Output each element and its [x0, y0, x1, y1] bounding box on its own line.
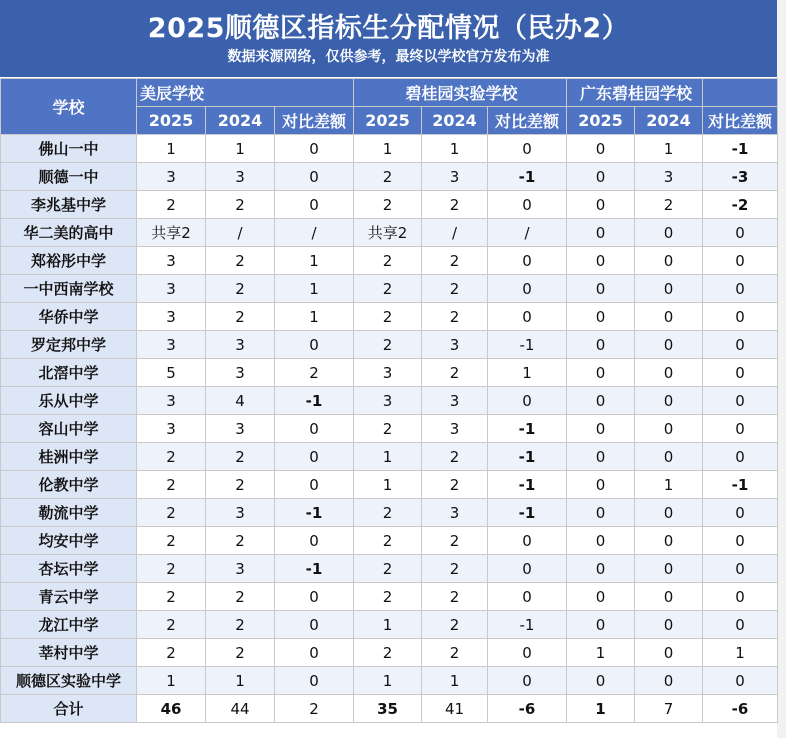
- table-cell: 1: [635, 135, 703, 163]
- table-cell: -3: [703, 163, 778, 191]
- table-cell: 0: [567, 303, 635, 331]
- table-row: [1, 387, 778, 415]
- table-cell: 0: [488, 191, 567, 219]
- table-cell: 2: [354, 555, 422, 583]
- table-cell: 3: [137, 331, 206, 359]
- table-cell: 1: [206, 135, 275, 163]
- table-cell: 2: [354, 415, 422, 443]
- table-cell: 2: [354, 331, 422, 359]
- table-cell: 0: [567, 135, 635, 163]
- table-cell: 2: [422, 303, 488, 331]
- table-cell: 3: [206, 555, 275, 583]
- page-title: 2025顺德区指标生分配情况（民办2）: [147, 13, 630, 44]
- table-cell: 0: [567, 471, 635, 499]
- table-cell: 0: [703, 667, 778, 695]
- table-cell: 3: [206, 415, 275, 443]
- table-cell: 2: [275, 695, 354, 723]
- table-cell: 1: [275, 275, 354, 303]
- table-cell: 3: [137, 303, 206, 331]
- school-name: 华侨中学: [1, 303, 137, 331]
- table-cell: 2: [354, 499, 422, 527]
- table-cell: 2: [422, 443, 488, 471]
- table-cell: -2: [703, 191, 778, 219]
- table-cell: -1: [488, 611, 567, 639]
- table-cell: 1: [354, 443, 422, 471]
- table-row: [1, 331, 778, 359]
- table-cell: 2: [206, 471, 275, 499]
- table-cell: 3: [354, 359, 422, 387]
- table-cell: 0: [635, 583, 703, 611]
- school-name: 杏坛中学: [1, 555, 137, 583]
- table-row: [1, 275, 778, 303]
- table-cell: 2: [422, 471, 488, 499]
- table-cell: 0: [635, 667, 703, 695]
- column-header: 对比差额: [703, 107, 778, 135]
- table-cell: 0: [703, 219, 778, 247]
- table-cell: 0: [635, 275, 703, 303]
- table-cell: /: [422, 219, 488, 247]
- table-cell: 共享2: [354, 219, 422, 247]
- table-cell: -1: [488, 443, 567, 471]
- table-cell: 3: [206, 499, 275, 527]
- school-name: 佛山一中: [1, 135, 137, 163]
- table-cell: 2: [275, 359, 354, 387]
- scroll-edge: [777, 0, 786, 738]
- table-cell: -1: [488, 331, 567, 359]
- table-cell: 3: [137, 415, 206, 443]
- table-cell: 2: [635, 191, 703, 219]
- table-cell: 0: [703, 555, 778, 583]
- table-cell: 2: [206, 527, 275, 555]
- table-cell: 2: [354, 527, 422, 555]
- table-cell: 2: [422, 247, 488, 275]
- table-row: [1, 415, 778, 443]
- table-cell: 0: [635, 499, 703, 527]
- table-cell: 1: [137, 135, 206, 163]
- table-cell: 0: [567, 499, 635, 527]
- table-cell: 0: [275, 527, 354, 555]
- school-name: 均安中学: [1, 527, 137, 555]
- table-cell: 1: [635, 471, 703, 499]
- table-cell: 0: [635, 527, 703, 555]
- column-header: 对比差额: [488, 107, 567, 135]
- table-cell: -1: [703, 471, 778, 499]
- table-cell: /: [275, 219, 354, 247]
- table-cell: 2: [137, 443, 206, 471]
- table-cell: 0: [488, 275, 567, 303]
- table-cell: 0: [703, 331, 778, 359]
- table-cell: 2: [422, 527, 488, 555]
- table-cell: 2: [354, 639, 422, 667]
- table-cell: 2: [422, 555, 488, 583]
- table-cell: 3: [422, 331, 488, 359]
- column-header: 2025: [567, 107, 635, 135]
- table-cell: 2: [206, 611, 275, 639]
- table-cell: 0: [567, 415, 635, 443]
- table-cell: 0: [488, 303, 567, 331]
- table-cell: -1: [275, 387, 354, 415]
- table-cell: /: [206, 219, 275, 247]
- school-name: 桂洲中学: [1, 443, 137, 471]
- table-cell: 1: [275, 247, 354, 275]
- table-cell: 0: [635, 331, 703, 359]
- table-cell: 3: [137, 275, 206, 303]
- table-cell: 0: [703, 611, 778, 639]
- table-cell: 0: [635, 219, 703, 247]
- table-cell: 2: [354, 275, 422, 303]
- table-row: [1, 527, 778, 555]
- table-cell: 0: [275, 415, 354, 443]
- table-cell: 0: [275, 471, 354, 499]
- quota-table: [0, 78, 778, 723]
- table-cell: 2: [206, 583, 275, 611]
- table-cell: 44: [206, 695, 275, 723]
- table-cell: -6: [488, 695, 567, 723]
- table-cell: 0: [275, 667, 354, 695]
- table-cell: -1: [488, 415, 567, 443]
- table-cell: 0: [703, 415, 778, 443]
- school-name: 顺德区实验中学: [1, 667, 137, 695]
- column-header: 2024: [422, 107, 488, 135]
- table-cell: 2: [137, 611, 206, 639]
- table-cell: 2: [206, 443, 275, 471]
- table-row: [1, 163, 778, 191]
- table-cell: 1: [275, 303, 354, 331]
- table-cell: 0: [703, 499, 778, 527]
- page-subtitle: 数据来源网络，仅供参考，最终以学校官方发布为准: [227, 49, 550, 65]
- table-cell: 0: [703, 275, 778, 303]
- school-name: 青云中学: [1, 583, 137, 611]
- table-cell: 3: [422, 499, 488, 527]
- table-cell: 0: [635, 555, 703, 583]
- table-cell: 0: [275, 191, 354, 219]
- school-name: 乐从中学: [1, 387, 137, 415]
- table-cell: 0: [275, 443, 354, 471]
- table-cell: 2: [422, 583, 488, 611]
- table-cell: 1: [567, 695, 635, 723]
- school-name: 合计: [1, 695, 137, 723]
- column-header: 2025: [354, 107, 422, 135]
- table-cell: 2: [137, 639, 206, 667]
- table-cell: 0: [275, 331, 354, 359]
- table-cell: 0: [275, 163, 354, 191]
- table-cell: 35: [354, 695, 422, 723]
- table-cell: 1: [354, 611, 422, 639]
- school-name: 郑裕彤中学: [1, 247, 137, 275]
- table-cell: 0: [635, 611, 703, 639]
- table-cell: 2: [354, 303, 422, 331]
- table-cell: 0: [635, 247, 703, 275]
- table-row: [1, 359, 778, 387]
- table-cell: 1: [354, 471, 422, 499]
- table-cell: 0: [567, 555, 635, 583]
- table-cell: 2: [206, 303, 275, 331]
- table-cell: 1: [422, 135, 488, 163]
- school-name: 华二美的高中: [1, 219, 137, 247]
- table-cell: 0: [488, 639, 567, 667]
- table-row: [1, 499, 778, 527]
- table-cell: 0: [635, 415, 703, 443]
- group-header-meichen: 美辰学校: [137, 79, 354, 107]
- school-name: 伦教中学: [1, 471, 137, 499]
- table-cell: 5: [137, 359, 206, 387]
- table-cell: 3: [354, 387, 422, 415]
- school-name: 顺德一中: [1, 163, 137, 191]
- table-cell: 7: [635, 695, 703, 723]
- table-cell: 1: [488, 359, 567, 387]
- table-cell: 0: [703, 359, 778, 387]
- school-name: 北滘中学: [1, 359, 137, 387]
- table-cell: 1: [422, 667, 488, 695]
- table-cell: 0: [635, 387, 703, 415]
- table-cell: 0: [567, 163, 635, 191]
- table-cell: 1: [354, 135, 422, 163]
- table-cell: 2: [137, 191, 206, 219]
- table-cell: 1: [703, 639, 778, 667]
- table-cell: 0: [635, 443, 703, 471]
- table-cell: 3: [137, 387, 206, 415]
- table-cell: 2: [422, 639, 488, 667]
- table-row: [1, 471, 778, 499]
- table-cell: 0: [488, 247, 567, 275]
- table-cell: 1: [137, 667, 206, 695]
- table-cell: 3: [206, 331, 275, 359]
- table-cell: 0: [635, 359, 703, 387]
- group-header-guangdong-bgy: 广东碧桂园学校: [567, 79, 703, 107]
- table-cell: 2: [422, 275, 488, 303]
- table-cell: 2: [137, 583, 206, 611]
- school-name: 容山中学: [1, 415, 137, 443]
- table-cell: 4: [206, 387, 275, 415]
- table-cell: 0: [488, 667, 567, 695]
- table-row: [1, 219, 778, 247]
- table-cell: 0: [567, 527, 635, 555]
- table-cell: 2: [206, 639, 275, 667]
- table-cell: 0: [567, 611, 635, 639]
- table-cell: 2: [137, 471, 206, 499]
- table-cell: 2: [422, 191, 488, 219]
- table-cell: 2: [354, 583, 422, 611]
- school-name: 莘村中学: [1, 639, 137, 667]
- table-cell: 3: [137, 163, 206, 191]
- table-row: [1, 191, 778, 219]
- table-row: [1, 303, 778, 331]
- column-header: 2025: [137, 107, 206, 135]
- table-cell: 0: [488, 387, 567, 415]
- table-cell: 0: [275, 135, 354, 163]
- table-cell: 0: [567, 667, 635, 695]
- table-cell: 1: [354, 667, 422, 695]
- school-name: 勒流中学: [1, 499, 137, 527]
- school-name: 一中西南学校: [1, 275, 137, 303]
- table-cell: -1: [275, 499, 354, 527]
- table-cell: 0: [567, 247, 635, 275]
- table-row: [1, 555, 778, 583]
- table-cell: -1: [488, 499, 567, 527]
- table-cell: 0: [275, 583, 354, 611]
- school-column-header: 学校: [1, 79, 137, 135]
- table-cell: 0: [703, 247, 778, 275]
- table-cell: 0: [567, 387, 635, 415]
- table-cell: 2: [206, 247, 275, 275]
- table-cell: 0: [567, 359, 635, 387]
- table-cell: 1: [206, 667, 275, 695]
- group-header-bgy-experimental: 碧桂园实验学校: [354, 79, 567, 107]
- table-cell: 3: [137, 247, 206, 275]
- table-cell: 1: [567, 639, 635, 667]
- table-cell: 0: [703, 583, 778, 611]
- table-cell: 0: [567, 331, 635, 359]
- table-cell: 46: [137, 695, 206, 723]
- column-header: 2024: [206, 107, 275, 135]
- table-row: [1, 247, 778, 275]
- table-row: [1, 667, 778, 695]
- table-cell: 0: [488, 135, 567, 163]
- table-cell: 3: [422, 415, 488, 443]
- school-name: 罗定邦中学: [1, 331, 137, 359]
- table-cell: 3: [422, 387, 488, 415]
- table-cell: 0: [703, 387, 778, 415]
- table-cell: 2: [137, 555, 206, 583]
- table-cell: -1: [488, 471, 567, 499]
- table-cell: 2: [422, 611, 488, 639]
- table-cell: 0: [567, 275, 635, 303]
- table-cell: 0: [703, 527, 778, 555]
- table-row: [1, 611, 778, 639]
- school-name: 李兆基中学: [1, 191, 137, 219]
- table-row: [1, 639, 778, 667]
- table-cell: 0: [488, 583, 567, 611]
- table-row: [1, 135, 778, 163]
- table-cell: 41: [422, 695, 488, 723]
- table-cell: 0: [275, 611, 354, 639]
- table-cell: 3: [635, 163, 703, 191]
- table-cell: 0: [567, 191, 635, 219]
- table-cell: -1: [703, 135, 778, 163]
- table-cell: 共享2: [137, 219, 206, 247]
- total-row: [1, 695, 778, 723]
- column-header: 对比差额: [275, 107, 354, 135]
- table-cell: 0: [635, 303, 703, 331]
- table-cell: 2: [354, 247, 422, 275]
- table-cell: -1: [488, 163, 567, 191]
- school-name: 龙江中学: [1, 611, 137, 639]
- table-row: [1, 443, 778, 471]
- table-cell: 0: [488, 555, 567, 583]
- table-cell: 2: [206, 191, 275, 219]
- table-cell: 3: [206, 163, 275, 191]
- column-header: 2024: [635, 107, 703, 135]
- table-cell: -6: [703, 695, 778, 723]
- group-header-empty: [703, 79, 778, 107]
- table-cell: 0: [567, 219, 635, 247]
- table-cell: 3: [206, 359, 275, 387]
- table-cell: 2: [354, 163, 422, 191]
- table-cell: 0: [635, 639, 703, 667]
- table-cell: 0: [703, 303, 778, 331]
- table-cell: /: [488, 219, 567, 247]
- table-cell: -1: [275, 555, 354, 583]
- table-cell: 3: [422, 163, 488, 191]
- table-cell: 2: [206, 275, 275, 303]
- table-cell: 0: [567, 583, 635, 611]
- table-cell: 0: [567, 443, 635, 471]
- table-cell: 2: [137, 527, 206, 555]
- table-row: [1, 583, 778, 611]
- table-cell: 2: [422, 359, 488, 387]
- table-cell: 0: [488, 527, 567, 555]
- table-cell: 0: [703, 443, 778, 471]
- table-cell: 2: [354, 191, 422, 219]
- table-cell: 2: [137, 499, 206, 527]
- title-banner: [0, 0, 777, 77]
- table-cell: 0: [275, 639, 354, 667]
